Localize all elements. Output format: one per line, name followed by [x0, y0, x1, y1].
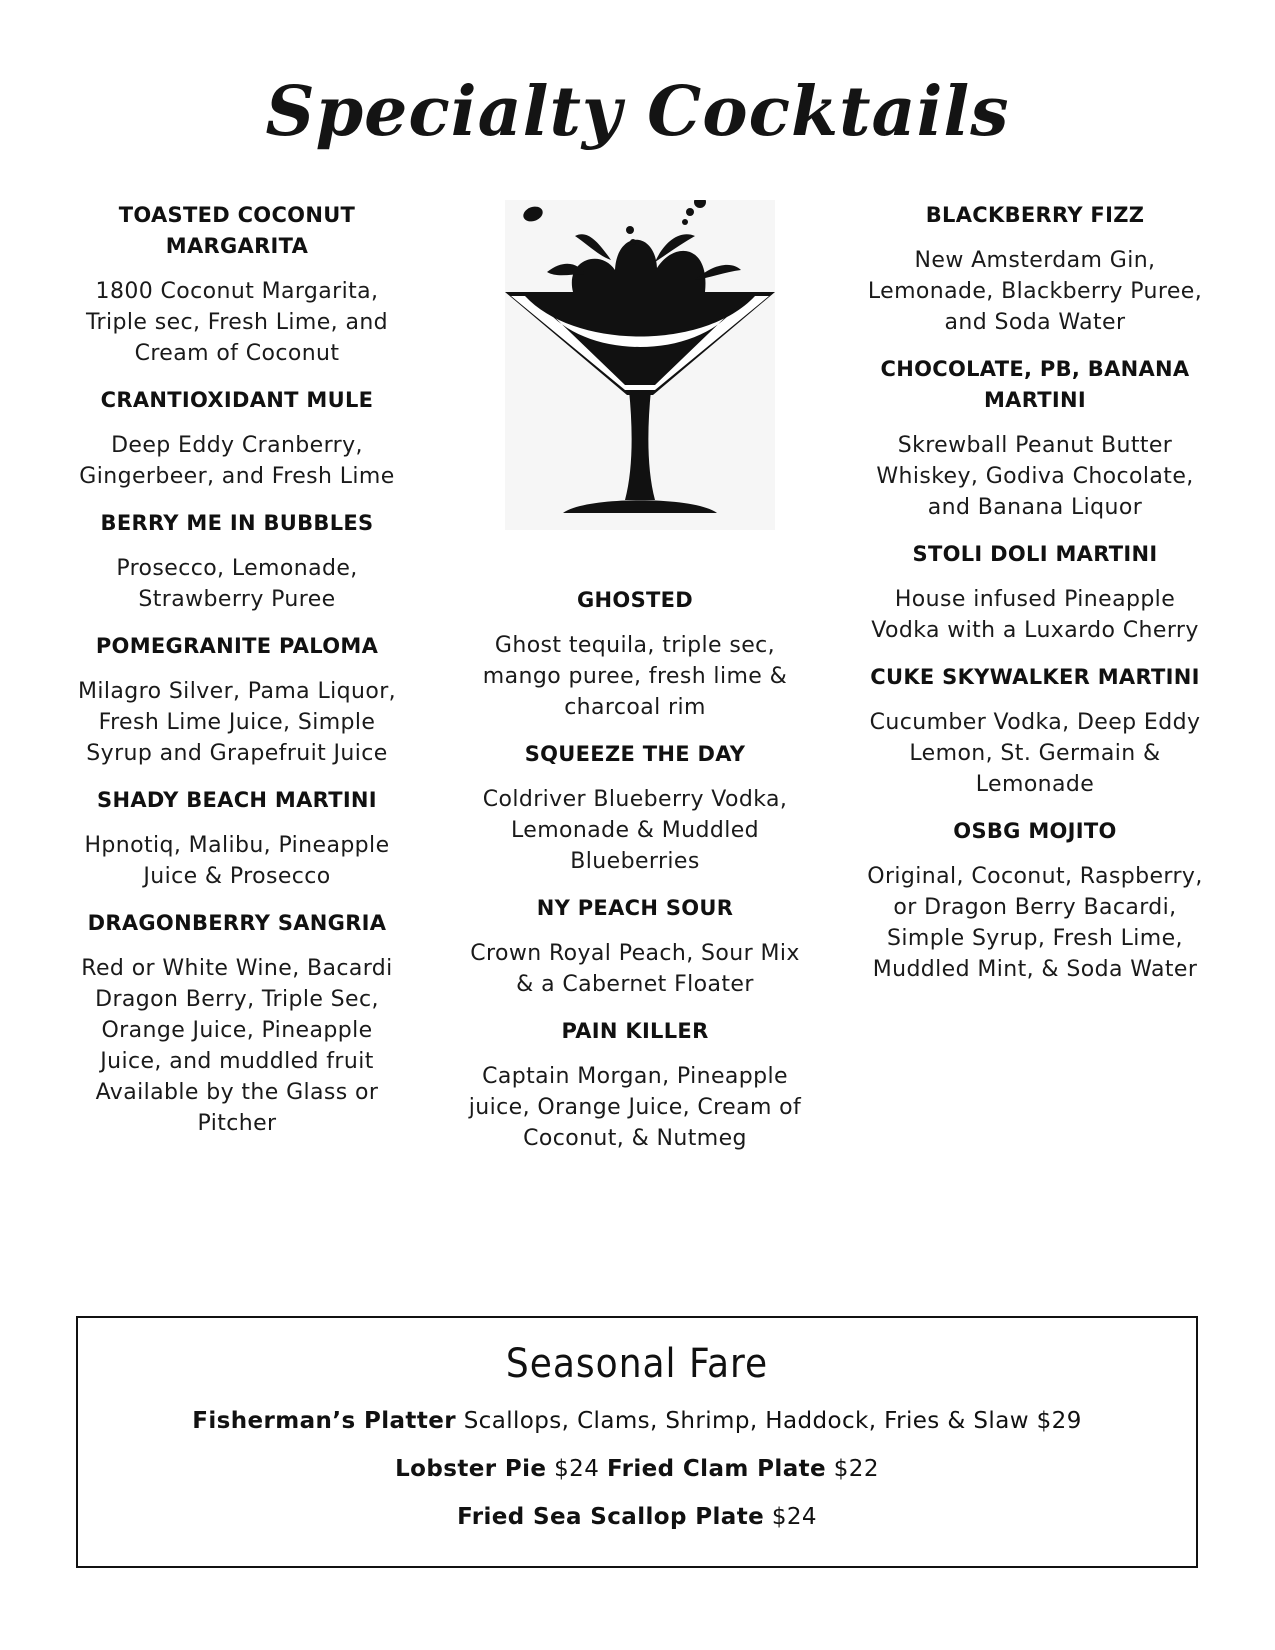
seasonal-fare-box: [76, 1316, 1198, 1568]
cocktail-name: BLACKBERRY FIZZ: [925, 203, 1145, 227]
cocktail-description: Deep Eddy Cranberry, Gingerbeer, and Fresh Lime: [79, 433, 395, 489]
fried-sea-scallop-plate-price: $24: [771, 1504, 817, 1530]
cocktail-column-middle: [465, 585, 805, 1170]
cocktail-name: CRANTIOXIDANT MULE: [100, 388, 374, 412]
cocktail-description: 1800 Coconut Margarita, Triple sec, Fresh Lime, and Cream of Coconut: [85, 279, 389, 366]
fried-clam-plate-name: Fried Clam Plate: [606, 1456, 827, 1482]
cocktail-description: Skrewball Peanut Butter Whiskey, Godiva Chocolate, and Banana Liquor: [876, 433, 1194, 520]
cocktail-description: Original, Coconut, Raspberry, or Dragon Berry Bacardi, Simple Syrup, Fresh Lime, Muddled Mint, & Soda Water: [867, 864, 1203, 982]
cocktail-item: [72, 631, 402, 769]
cocktail-item: [72, 200, 402, 369]
cocktail-description: Prosecco, Lemonade, Strawberry Puree: [116, 556, 358, 612]
cocktail-column-left: [72, 200, 402, 1155]
cocktail-item: [865, 200, 1205, 338]
cocktail-name: STOLI DOLI MARTINI: [912, 542, 1158, 566]
cocktail-name: GHOSTED: [577, 588, 693, 612]
cocktail-column-right: [865, 200, 1205, 1001]
cocktail-item: [865, 662, 1205, 800]
page-title: Specialty Cocktails: [265, 72, 1010, 152]
martini-splash-icon: [505, 200, 775, 530]
seasonal-title: Seasonal Fare: [505, 1341, 769, 1387]
cocktail-item: [865, 816, 1205, 985]
cocktail-item: [72, 508, 402, 615]
lobster-pie-name: Lobster Pie: [395, 1456, 547, 1482]
cocktail-description: Cucumber Vodka, Deep Eddy Lemon, St. Germain & Lemonade: [869, 710, 1201, 797]
fried-clam-plate-price: $22: [833, 1456, 879, 1482]
cocktail-description: Captain Morgan, Pineapple juice, Orange Juice, Cream of Coconut, & Nutmeg: [468, 1064, 802, 1151]
cocktail-item: [865, 539, 1205, 646]
cocktail-item: [465, 1016, 805, 1154]
cocktail-description: Coldriver Blueberry Vodka, Lemonade & Muddled Blueberries: [482, 787, 788, 874]
fried-sea-scallop-plate-name: Fried Sea Scallop Plate: [457, 1504, 765, 1530]
cocktail-name: BERRY ME IN BUBBLES: [100, 511, 374, 535]
seasonal-line-2: [78, 1454, 1196, 1484]
fisherman-platter-name: Fisherman’s Platter: [192, 1408, 456, 1434]
cocktail-item: [465, 585, 805, 723]
lobster-pie-price: $24: [554, 1456, 600, 1482]
cocktail-name: NY PEACH SOUR: [536, 896, 734, 920]
cocktail-description: Ghost tequila, triple sec, mango puree, fresh lime & charcoal rim: [482, 633, 788, 720]
cocktail-item: [72, 385, 402, 492]
cocktail-name: SQUEEZE THE DAY: [524, 742, 746, 766]
cocktail-name: POMEGRANITE PALOMA: [95, 634, 379, 658]
cocktail-description: New Amsterdam Gin, Lemonade, Blackberry Puree, and Soda Water: [867, 248, 1203, 335]
seasonal-line-1: [78, 1406, 1196, 1436]
cocktail-description: Red or White Wine, Bacardi Dragon Berry, Triple Sec, Orange Juice, Pineapple Juice, and muddled fruit Available by the Glass or Pitcher: [81, 956, 393, 1136]
cocktail-item: [865, 354, 1205, 523]
cocktail-description: House infused Pineapple Vodka with a Luxardo Cherry: [871, 587, 1199, 643]
cocktail-name: CUKE SKYWALKER MARTINI: [870, 665, 1200, 689]
cocktail-name: SHADY BEACH MARTINI: [97, 788, 377, 812]
cocktail-name: DRAGONBERRY SANGRIA: [87, 911, 387, 935]
cocktail-item: [465, 893, 805, 1000]
cocktail-name: CHOCOLATE, PB, BANANA MARTINI: [880, 357, 1190, 412]
cocktail-name: PAIN KILLER: [561, 1019, 709, 1043]
cocktail-item: [72, 785, 402, 892]
cocktail-description: Hpnotiq, Malibu, Pineapple Juice & Prosecco: [84, 833, 390, 889]
cocktail-item: [465, 739, 805, 877]
seasonal-line-3: [78, 1502, 1196, 1532]
cocktail-name: OSBG MOJITO: [953, 819, 1117, 843]
cocktail-item: [72, 908, 402, 1139]
fisherman-platter-detail: Scallops, Clams, Shrimp, Haddock, Fries & Slaw $29: [463, 1408, 1082, 1434]
cocktail-description: Milagro Silver, Pama Liquor, Fresh Lime Juice, Simple Syrup and Grapefruit Juice: [77, 679, 397, 766]
cocktail-name: TOASTED COCONUT MARGARITA: [118, 203, 356, 258]
cocktail-description: Crown Royal Peach, Sour Mix & a Cabernet Floater: [470, 941, 800, 997]
